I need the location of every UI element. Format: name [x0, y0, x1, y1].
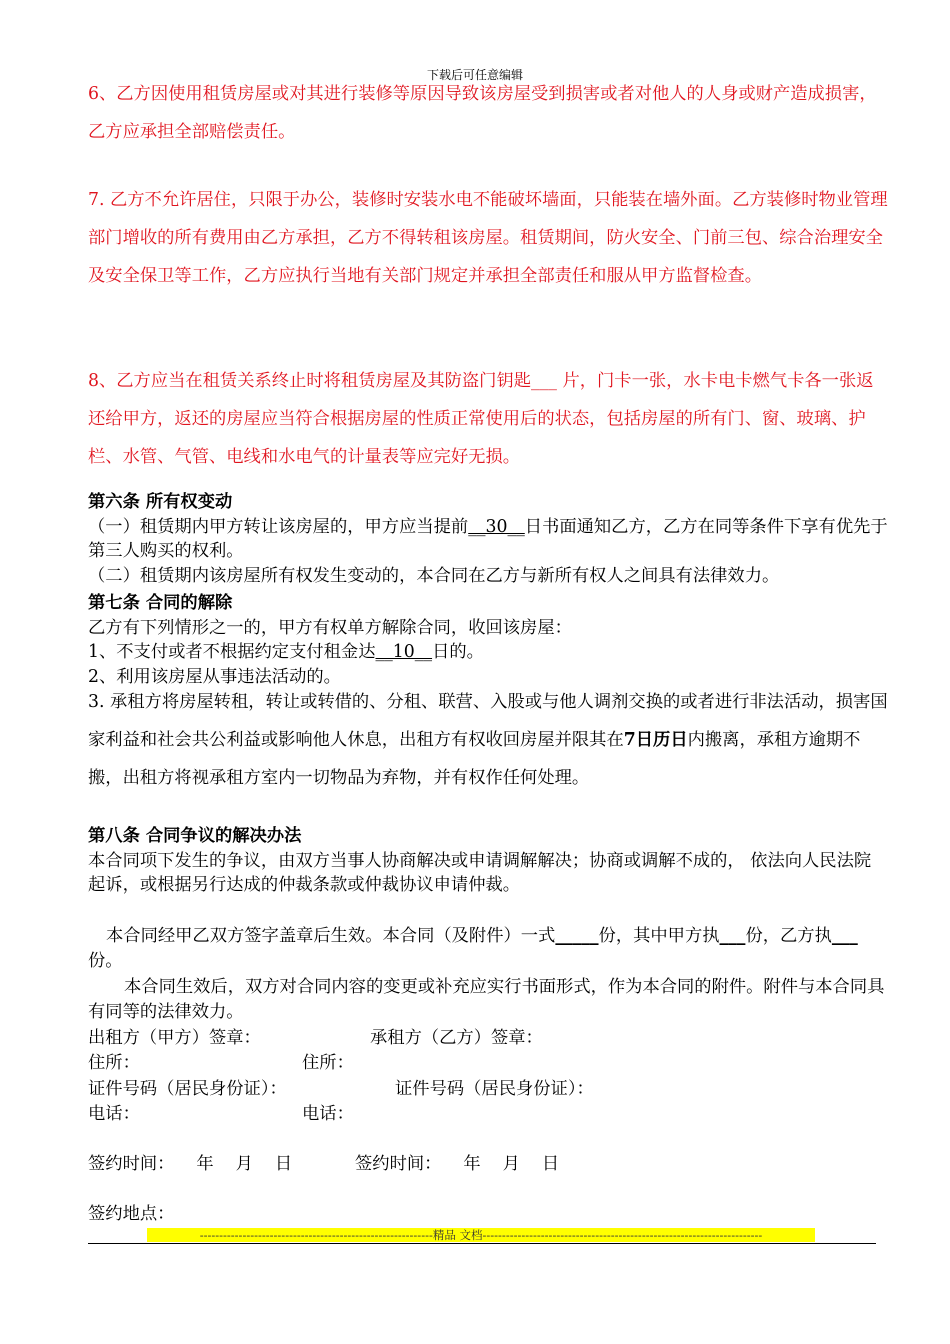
- article-7-item-1: [88, 640, 888, 665]
- article-6-para-2: （二）租赁期内该房屋所有权发生变动的，本合同在乙方与新所有权人之间具有法律效力。: [88, 565, 780, 586]
- article-6-para-1-a: （一）租赁期内甲方转让该房屋的，甲方应当提前: [88, 516, 469, 537]
- header-note: 下载后可任意编辑: [426, 68, 523, 82]
- move-out-days: 7日历日: [623, 730, 688, 750]
- lessor-sign-label: 出租方（甲方）签章：: [88, 1028, 261, 1048]
- copies-total-blank: _____: [555, 926, 599, 946]
- lessee-phone-label: 电话：: [302, 1104, 354, 1124]
- article-7-item-1-b: 日的。: [432, 642, 484, 662]
- article-7-item-3-b: 内搬离，承租方逾期不搬，出租方将视承租方室内一切物品为弃物，并有权作任何处理。: [88, 730, 861, 788]
- clause-8: 8、乙方应当在租赁关系终止时将租赁房屋及其防盗门钥匙___ 片，门卡一张，水卡电卡燃气卡各一张返还给甲方，返还的房屋应当符合根据房屋的性质正常使用后的状态，包括房屋的所有门、窗、玻璃、护栏、水管、气管、电线和水电气的计量表等应完好无损。: [88, 371, 874, 467]
- closing-para-1-b: 份，其中甲方执: [598, 926, 720, 946]
- clause-7: 7. 乙方不允许居住，只限于办公，装修时安装水电不能破坏墙面，只能装在墙外面。乙方装修时物业管理部门增收的所有费用由乙方承担，乙方不得转租该房屋。租赁期间，防火安全、门前三包、综合治理安全及安全保卫等工作，乙方应执行当地有关部门规定并承担全部责任和服从甲方监督检查。: [88, 190, 888, 286]
- article-6-para-1: [88, 515, 888, 564]
- article-8-title: 第八条 合同争议的解决办法: [88, 826, 302, 846]
- closing: [88, 924, 888, 1024]
- copies-party-b-blank: ___: [831, 926, 858, 946]
- article-8-para: 本合同项下发生的争议，由双方当事人协商解决或申请调解解决；协商或调解不成的， 依法向人民法院起诉，或根据另行达成的仲裁条款或仲裁协议申请仲裁。: [88, 850, 872, 895]
- lessee-address-label: 住所：: [302, 1053, 354, 1073]
- lessor-id-label: 证件号码（居民身份证）：: [88, 1079, 287, 1099]
- closing-para-1-c: 份，乙方执: [745, 926, 832, 946]
- article-7-item-3: [88, 683, 888, 797]
- signing-place-label: 签约地点：: [88, 1204, 175, 1224]
- closing-para-1-a: 本合同经甲乙双方签字盖章后生效。本合同（及附件）一式: [106, 926, 556, 946]
- closing-para-1: [88, 924, 888, 973]
- footer-divider: [88, 1243, 876, 1244]
- article-7-item-2: 2、利用该房屋从事违法活动的。: [88, 666, 341, 687]
- article-6-para-1-b: 日书面通知乙方，乙方在同等条件下享有优先于第三人购买的权利。: [88, 516, 888, 561]
- copies-party-a-blank: ___: [719, 926, 746, 946]
- article-7-item-1-a: 1、不支付或者不根据约定支付租金达: [88, 642, 376, 662]
- lessor-address-label: 住所：: [88, 1053, 140, 1073]
- article-6: [88, 490, 888, 588]
- lessor-phone-label: 电话：: [88, 1104, 140, 1124]
- lessee-id-label: 证件号码（居民身份证）：: [395, 1079, 594, 1099]
- rent-overdue-days: __10__: [375, 642, 433, 662]
- lessor-date-label: 签约时间： 年 月 日: [88, 1154, 293, 1174]
- closing-para-2: 本合同生效后，双方对合同内容的变更或补充应实行书面形式，作为本合同的附件。附件与本合同具有同等的法律效力。: [88, 977, 885, 1022]
- article-7-title: 第七条 合同的解除: [88, 593, 233, 613]
- notice-days: __30__: [468, 516, 525, 537]
- article-6-title: 第六条 所有权变动: [88, 492, 233, 512]
- clause-6: 6、乙方因使用租赁房屋或对其进行装修等原因导致该房屋受到损害或者对他人的人身或财产造成损害，乙方应承担全部赔偿责任。: [88, 84, 877, 142]
- article-8: [88, 824, 888, 898]
- lessee-date-label: 签约时间： 年 月 日: [355, 1154, 560, 1174]
- article-7-intro: 乙方有下列情形之一的，甲方有权单方解除合同，收回该房屋：: [88, 617, 572, 638]
- lessee-sign-label: 承租方（乙方）签章：: [370, 1028, 543, 1048]
- footer-marker: ------------------------------------------------------------精品 文档------------------------------------------------------------------------: [147, 1228, 815, 1242]
- closing-para-1-d: 份。: [88, 950, 123, 971]
- article-7: [88, 591, 888, 797]
- article-7-item-3-a: 3. 承租方将房屋转租，转让或转借的、分租、联营、入股或与他人调剂交换的或者进行非法活动，损害国家利益和社会共公利益或影响他人休息，出租方有权收回房屋并限其在: [88, 692, 888, 750]
